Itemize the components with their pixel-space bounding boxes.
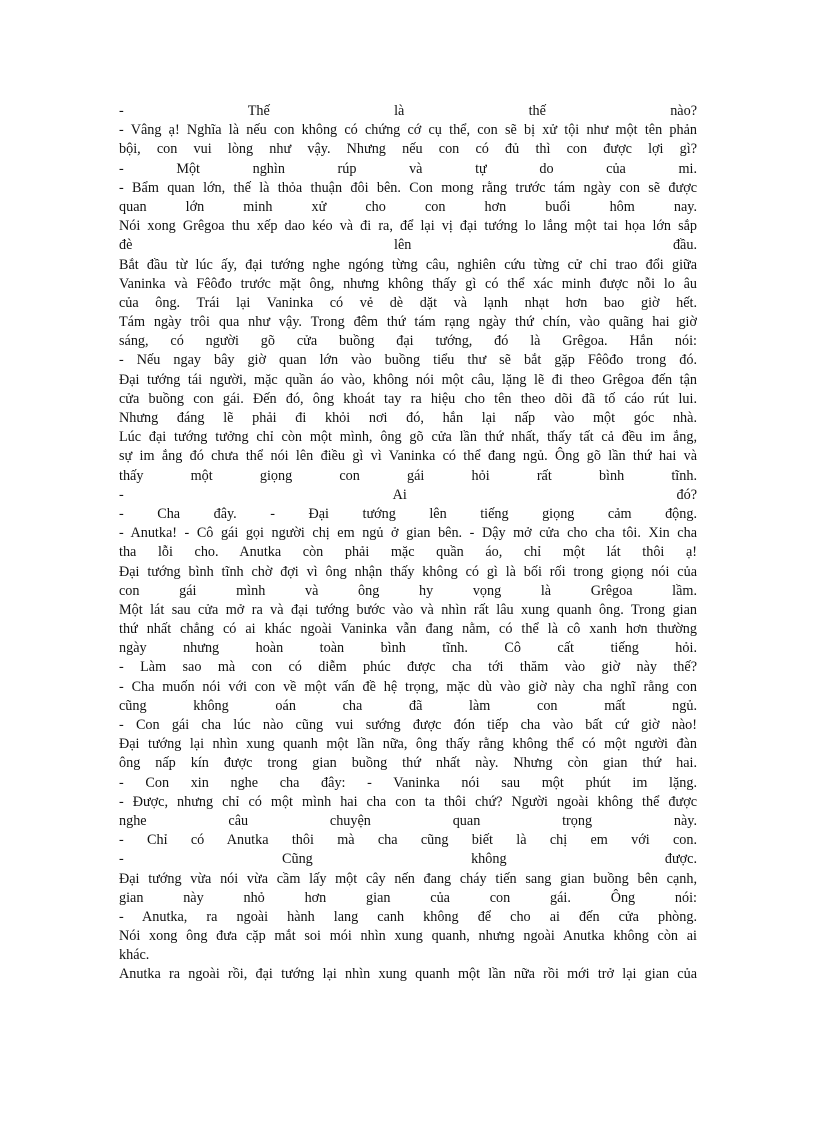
text-line: Đại tướng bình tĩnh chờ đợi vì ông nhận thấy không có gì là bối rối trong giọng nói của [119, 563, 697, 580]
text-line: - Cũng không được. [119, 851, 697, 868]
text-line: Nói xong Grêgoa thu xếp dao kéo và đi ra, để lại vị đại tướng lo lắng một tai họa lớn sắp [119, 218, 697, 235]
text-line: Đại tướng vừa nói vừa cầm lấy một cây nến đang cháy tiến sang gian buồng bên cạnh, [119, 870, 697, 887]
text-line: - Làm sao mà con có diễm phúc được cha tới thăm vào giờ này thế? [119, 659, 697, 676]
text-line: sự im ắng đó chưa thể nói lên điều gì vì Vaninka có thể đang ngủ. Ông gõ lần thứ hai và [119, 448, 697, 465]
text-line: Lúc đại tướng tưởng chỉ còn một mình, ông gõ cửa lần thứ nhất, thấy tất cả đều im ắng, [119, 429, 697, 446]
text-line: - Anutka! - Cô gái gọi người chị em ngủ ở gian bên. - Dậy mở cửa cho cha tôi. Xin cha [119, 525, 697, 542]
text-line: cửa buồng con gái. Đến đó, ông khoát tay ra hiệu cho tên theo dõi đã tố cáo rút lui. [119, 390, 697, 407]
text-line: ngày nhưng hoàn toàn bình tĩnh. Cô cất tiếng hỏi. [119, 640, 697, 657]
text-line: - Cha muốn nói với con về một vấn đề hệ trọng, mặc dù vào giờ này cha nghĩ rằng con [119, 678, 697, 695]
text-line: - Ai đó? [119, 486, 697, 503]
document-page [119, 102, 697, 985]
text-line: gian này nhỏ hơn gian của con gái. Ông nói: [119, 889, 697, 906]
text-line: quan lớn minh xử cho con hơn buổi hôm nay. [119, 198, 697, 215]
text-line: - Vâng ạ! Nghĩa là nếu con không có chứng cớ cụ thể, con sẽ bị xử tội như một tên phản [119, 122, 697, 139]
text-line: Tám ngày trôi qua như vậy. Trong đêm thứ tám rạng ngày thứ chín, vào quãng hai giờ [119, 314, 697, 331]
text-line: - Con xin nghe cha đây: - Vaninka nói sau một phút im lặng. [119, 774, 697, 791]
text-line: - Con gái cha lúc nào cũng vui sướng được đón tiếp cha vào bất cứ giờ nào! [119, 717, 697, 733]
text-line: đè lên đầu. [119, 237, 697, 254]
text-line: bội, con vui lòng như vậy. Nhưng nếu con có đủ thì con được lợi gì? [119, 141, 697, 158]
text-line: - Một nghìn rúp và tự do của mi. [119, 160, 697, 177]
text-line: ông nấp kín được trong gian buồng thứ nhất này. Nhưng còn gian thứ hai. [119, 755, 697, 772]
text-line: Nói xong ông đưa cặp mắt soi mói nhìn xung quanh, nhưng ngoài Anutka không còn ai [119, 928, 697, 945]
text-line: nghe câu chuyện quan trọng này. [119, 812, 697, 829]
text-line: Một lát sau cửa mở ra và đại tướng bước vào và nhìn rất lâu xung quanh ông. Trong gian [119, 601, 697, 618]
text-line: của ông. Trái lại Vaninka có vẻ dè dặt và lạnh nhạt hơn bao giờ hết. [119, 294, 697, 311]
text-line: Nhưng đáng lẽ phải đi khỏi nơi đó, hắn lại nấp vào một góc nhà. [119, 410, 697, 426]
text-line: Bắt đầu từ lúc ấy, đại tướng nghe ngóng từng câu, nghiên cứu từng cử chỉ trao đổi giữa [119, 256, 697, 273]
text-line: - Thế là thế nào? [119, 103, 697, 119]
text-line: thứ nhất chẳng có ai khác ngoài Vaninka vẫn đang nằm, có thể là cô xanh hơn thường [119, 621, 697, 638]
text-line: - Anutka, ra ngoài hành lang canh không để cho ai đến cửa phòng. [119, 908, 697, 925]
text-line: con gái mình và ông hy vọng là Grêgoa lầm. [119, 582, 697, 599]
text-line: Đại tướng lại nhìn xung quanh một lần nữa, ông thấy rằng không thể có một người đàn [119, 736, 697, 753]
text-line: - Nếu ngay bây giờ quan lớn vào buồng tiểu thư sẽ bắt gặp Fêôđo trong đó. [119, 352, 697, 369]
text-line: thấy một giọng con gái hỏi rất bình tĩnh. [119, 467, 697, 484]
text-line: - Chỉ có Anutka thôi mà cha cũng biết là chị em với con. [119, 832, 697, 849]
text-line: Đại tướng tái người, mặc quần áo vào, không nói một câu, lặng lẽ đi theo Grêgoa đến tận [119, 371, 697, 388]
text-line: cũng không oán cha đã làm con mất ngủ. [119, 697, 697, 714]
text-line: tha lỗi cho. Anutka còn phải mặc quần áo, chỉ một lát thôi ạ! [119, 544, 697, 561]
text-line: sáng, có người gõ cửa buồng đại tướng, đó là Grêgoa. Hắn nói: [119, 333, 697, 350]
text-line: Anutka ra ngoài rồi, đại tướng lại nhìn xung quanh một lần nữa rồi mới trở lại gian của [119, 966, 697, 983]
text-line: Vaninka và Fêôđo trước mặt ông, nhưng không thấy gì có thể xác minh được nỗi lo âu [119, 275, 697, 292]
text-line: - Được, nhưng chỉ có một mình hai cha con ta thôi chứ? Người ngoài không thể được [119, 793, 697, 810]
text-line: - Cha đây. - Đại tướng lên tiếng giọng cảm động. [119, 505, 697, 522]
text-line: - Bẩm quan lớn, thế là thỏa thuận đôi bên. Con mong rằng trước tám ngày con sẽ được [119, 179, 697, 196]
text-line: khác. [119, 947, 150, 964]
